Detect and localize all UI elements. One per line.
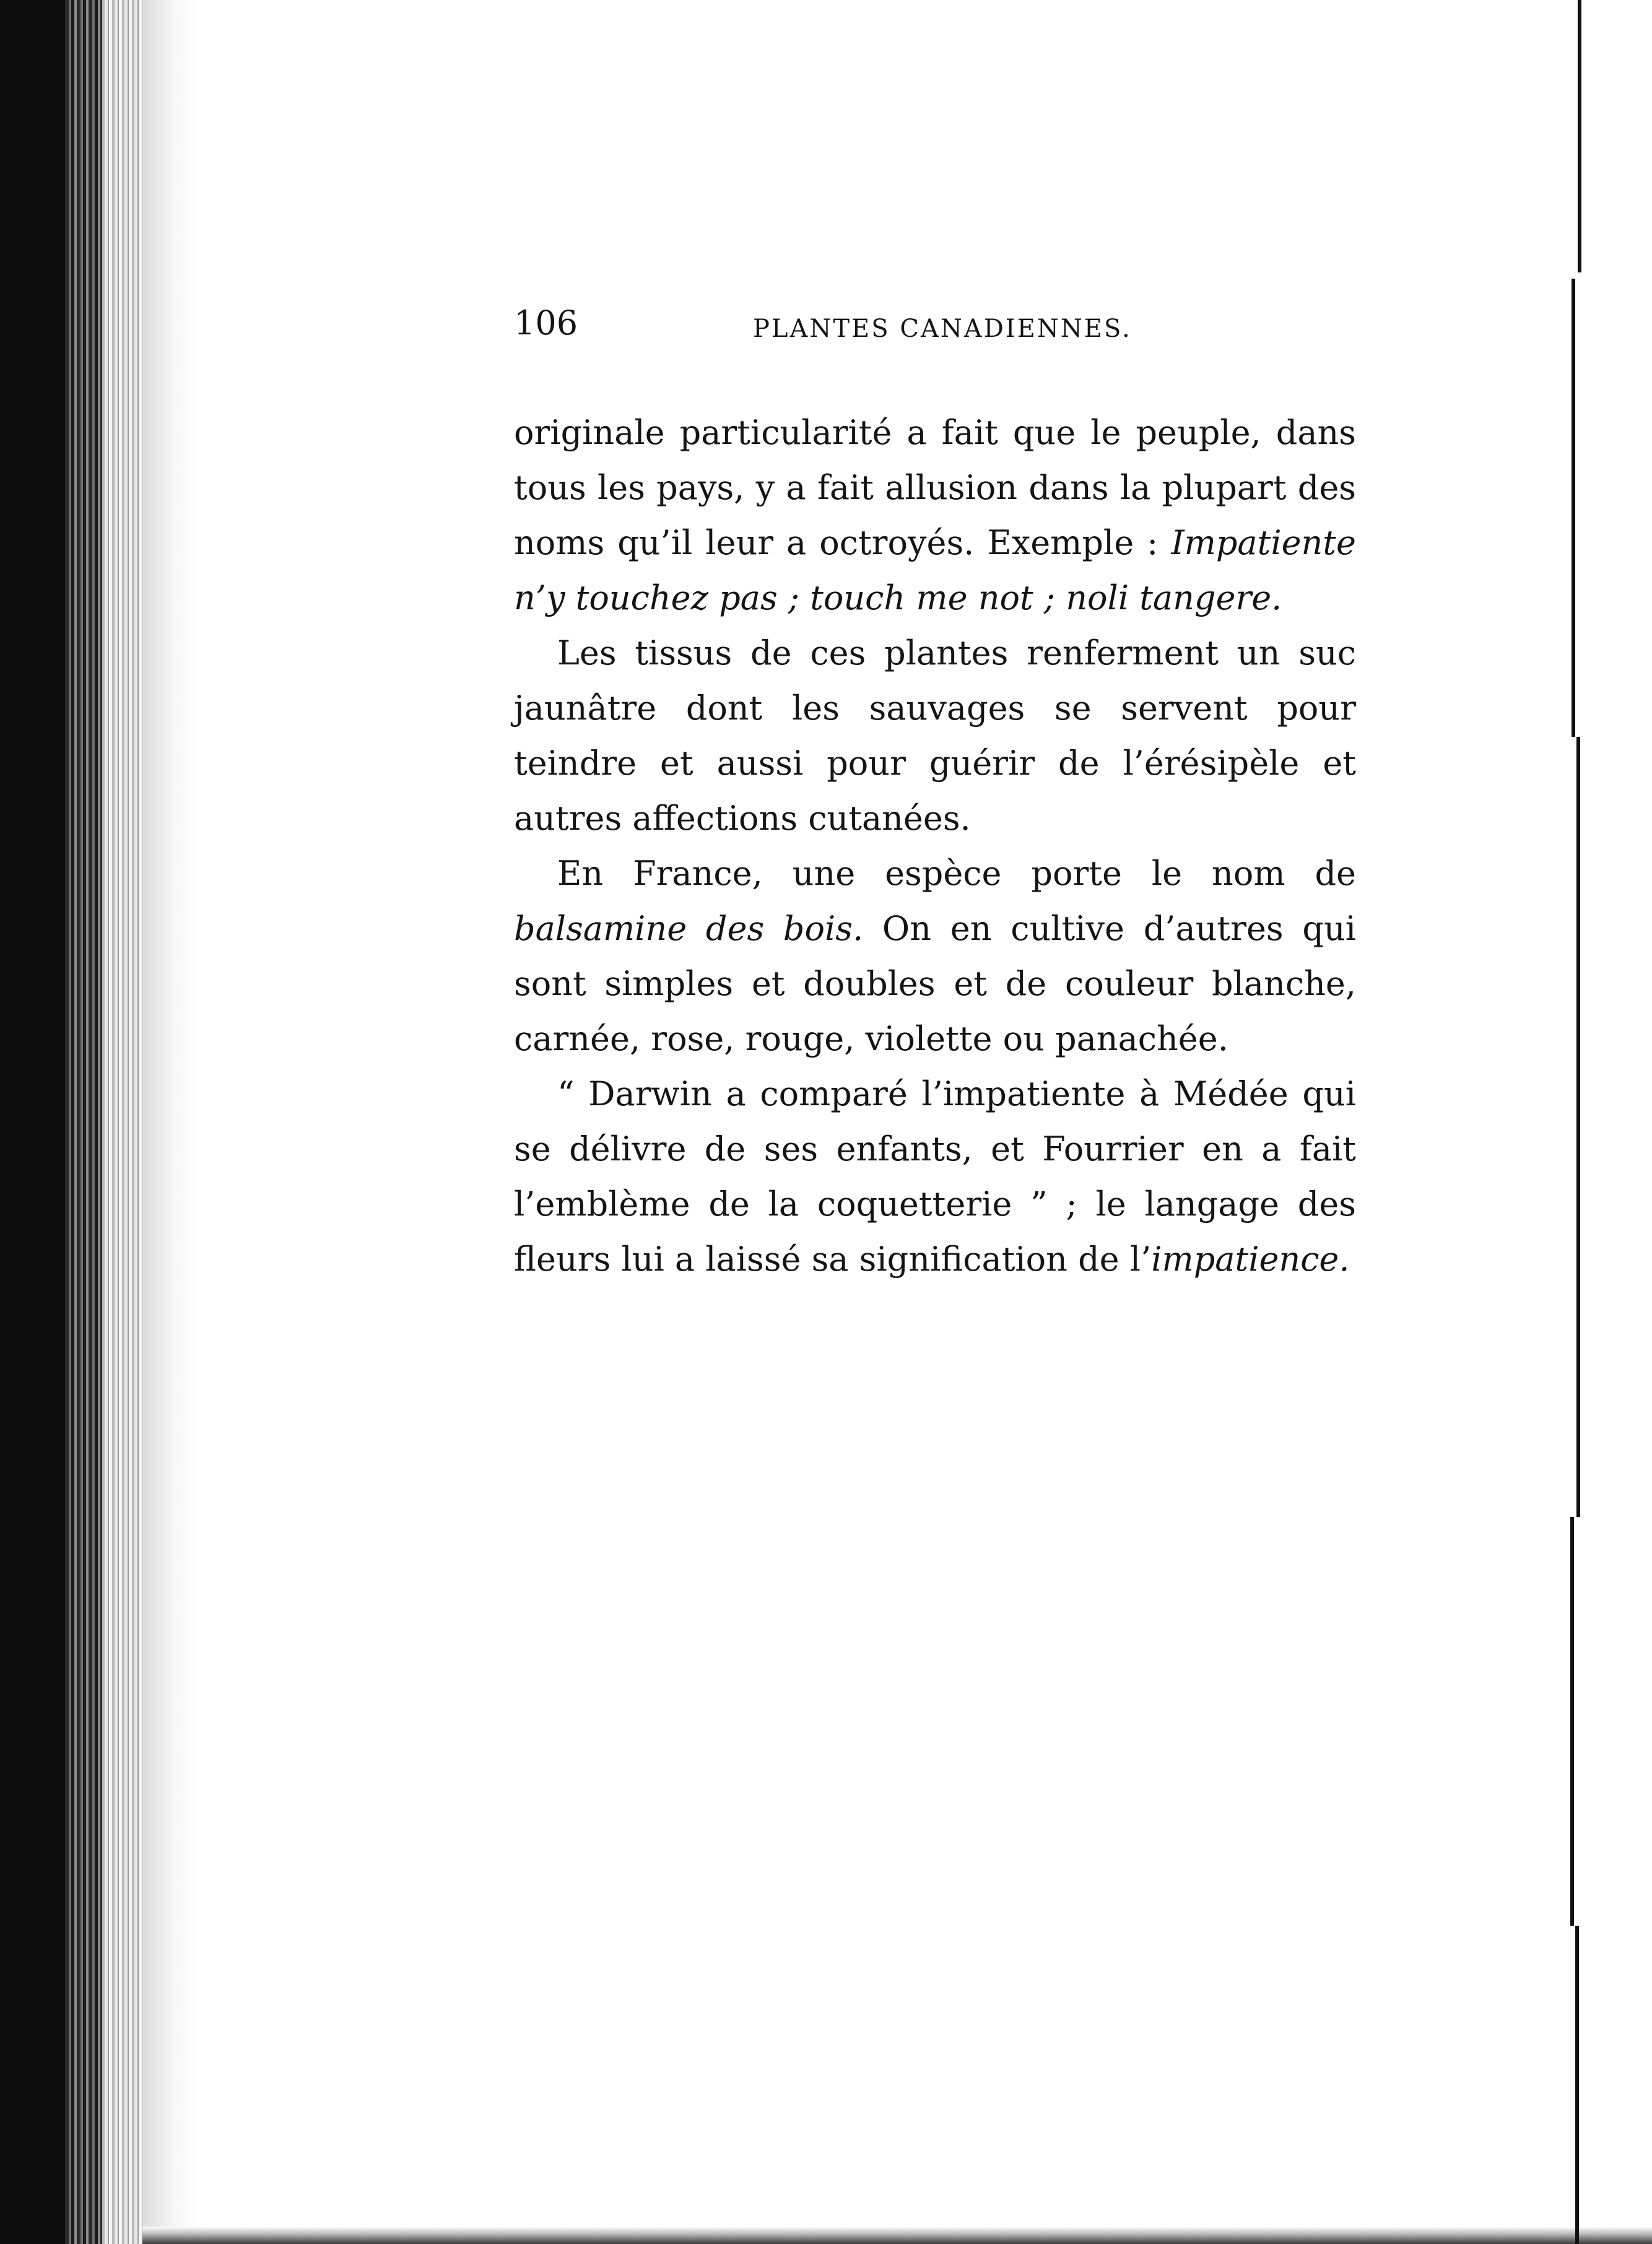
book-page	[514, 303, 1356, 1287]
paragraph-text: Les tissus de ces plantes renferment un suc jaunâtre dont les sauvages se servent pour teindre et aussi pour guérir de l’érésipèle et autres affections cutanées.	[514, 633, 1356, 838]
paragraph-4	[514, 1066, 1356, 1287]
italic-text: Impatiente n’y touchez pas ; touch me not ; noli tangere.	[514, 523, 1356, 617]
paragraph-2	[514, 625, 1356, 846]
paragraph-text: originale particularité a fait que le peuple, dans tous les pays, y a fait allusion dans la plupart des noms qu’il leur a octroyés. Exemple :	[514, 413, 1356, 562]
page-number: 106	[514, 303, 578, 342]
paragraph-text: On en cultive d’autres qui sont simples et doubles et de couleur blanche, carnée, rose, rouge, violette ou panachée.	[514, 909, 1356, 1058]
italic-text: impatience.	[1151, 1240, 1350, 1279]
running-head	[514, 303, 1356, 359]
paragraph-text: “ Darwin a comparé l’impatiente à Médée qui se délivre de ses enfants, et Fourrier en a fait l’emblème de la coquetterie ” ; le langage des fleurs lui a laissé sa signification de l’	[514, 1074, 1356, 1279]
page-bottom-edge	[142, 2227, 1652, 2244]
book-spine-edge	[0, 0, 198, 2244]
running-title: PLANTES CANADIENNES.	[753, 315, 1132, 343]
right-margin-rule	[1578, 0, 1581, 2244]
italic-text: balsamine des bois.	[514, 909, 864, 948]
paragraph-1	[514, 405, 1356, 625]
paragraph-3	[514, 846, 1356, 1066]
paragraph-text: En France, une espèce porte le nom de	[557, 854, 1356, 893]
